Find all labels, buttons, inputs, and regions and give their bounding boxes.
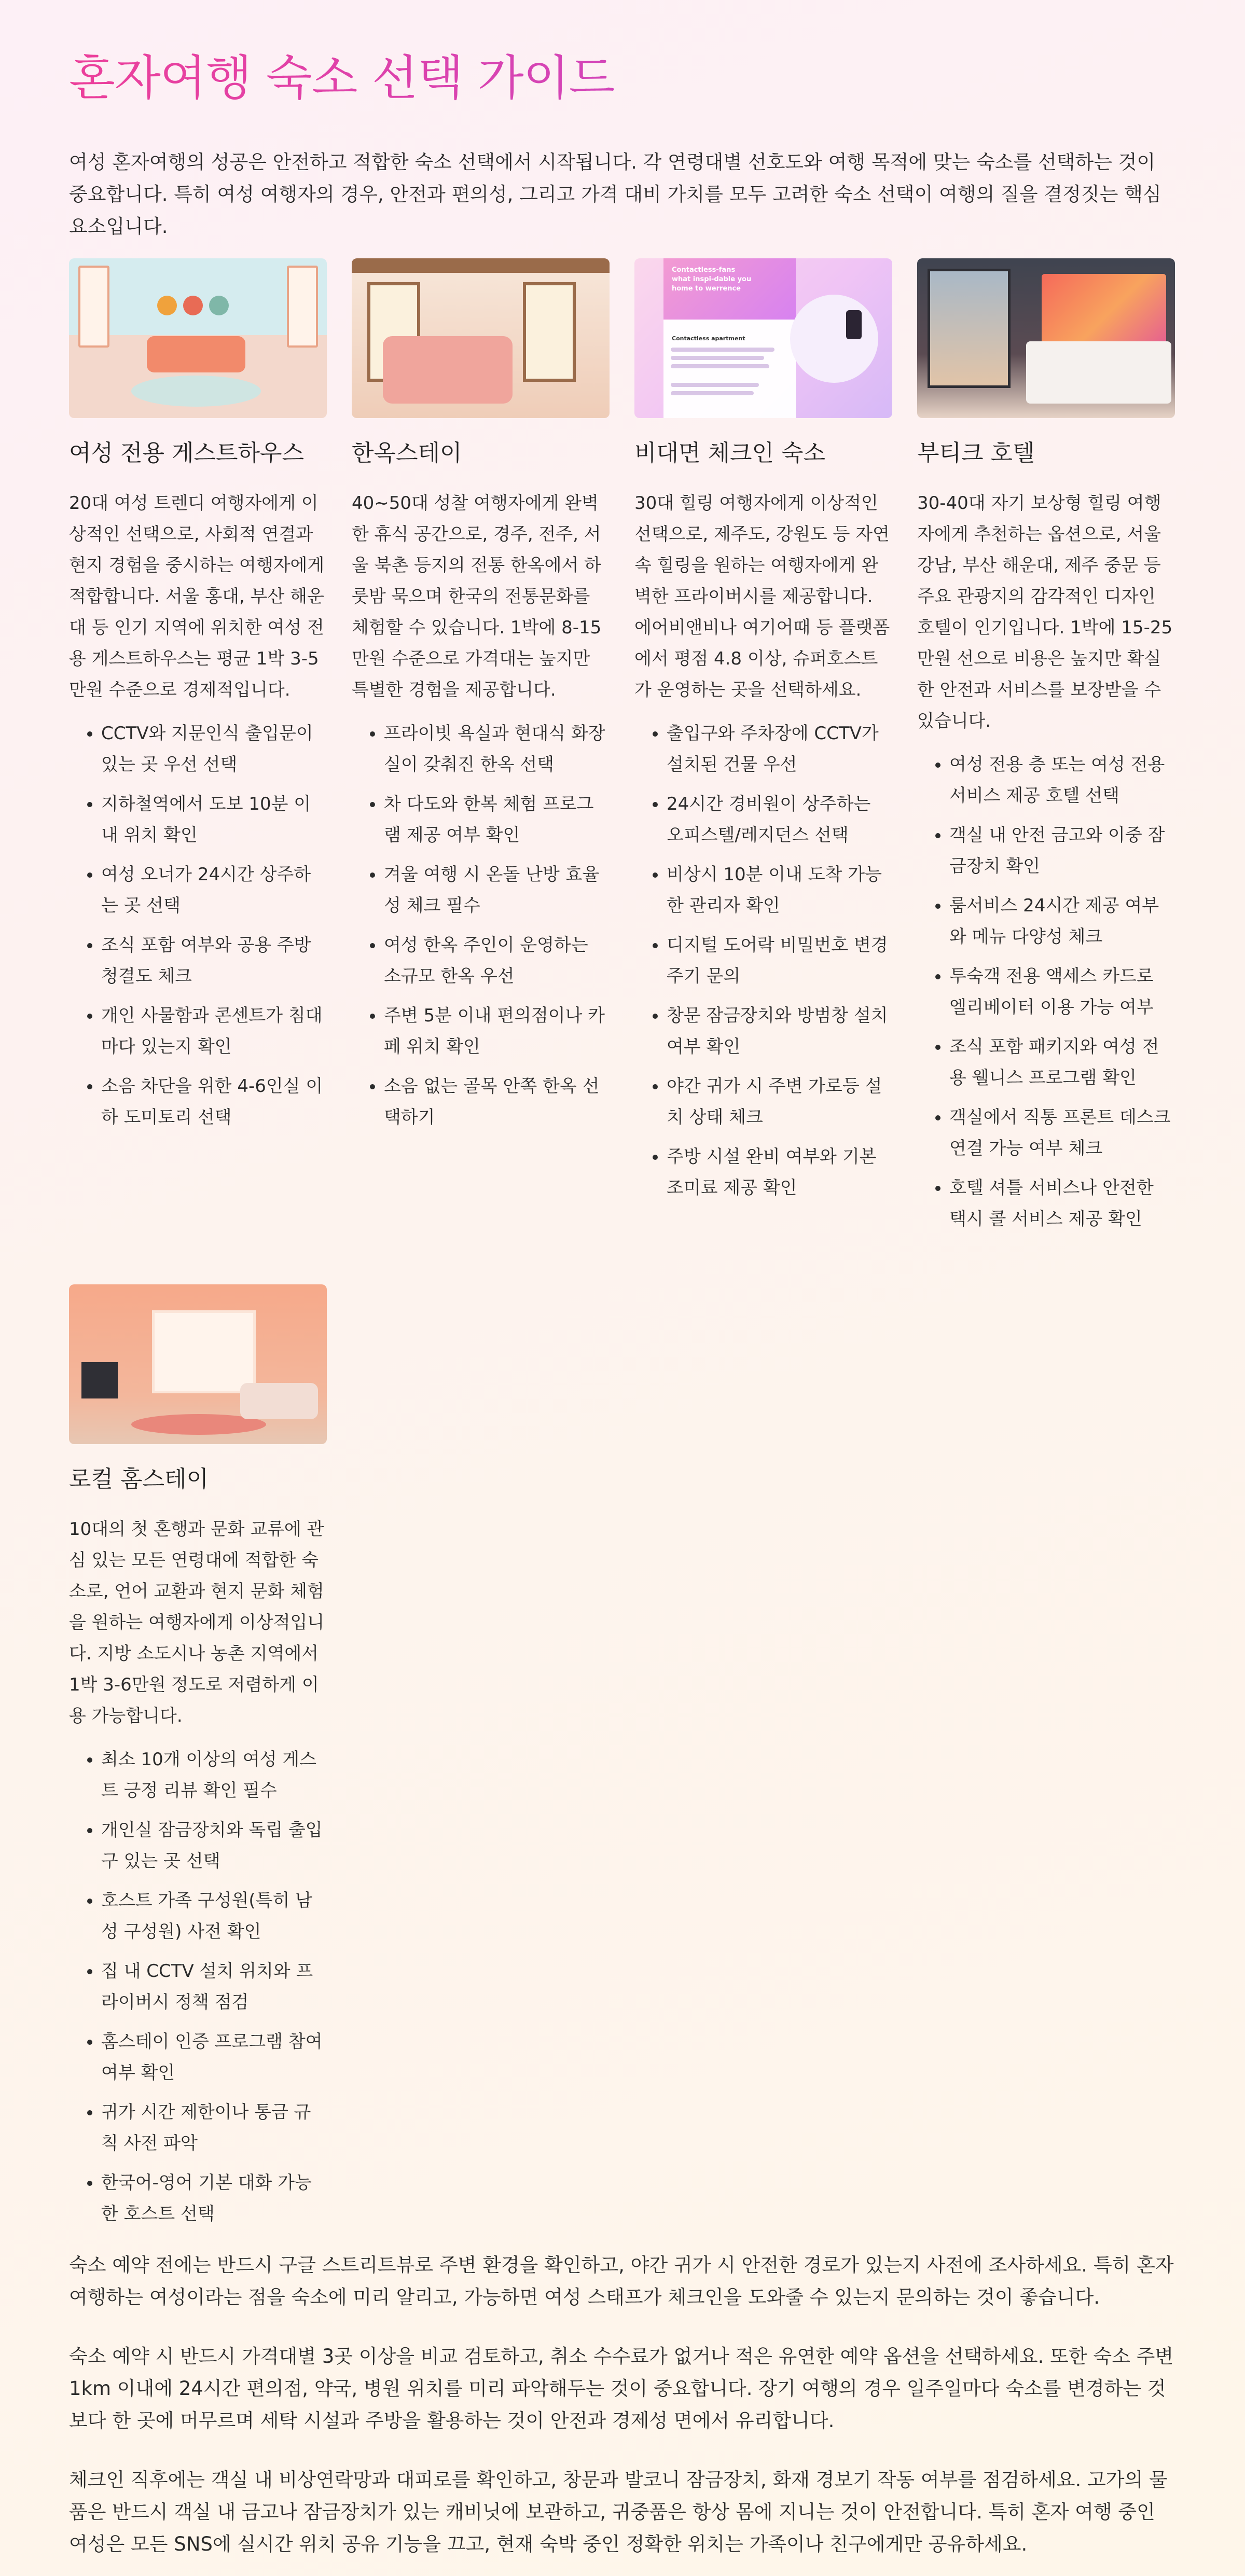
list-item: • 디지털 도어락 비밀번호 변경 주기 문의 xyxy=(667,930,892,992)
card-boutique-hotel xyxy=(917,258,1175,1243)
bed-shape xyxy=(383,336,513,404)
list-item: • 홈스테이 인증 프로그램 참여 여부 확인 xyxy=(101,2026,327,2088)
window-shape xyxy=(287,266,318,348)
text-line xyxy=(671,364,769,368)
list-item: • 객실 내 안전 금고와 이중 잠금장치 확인 xyxy=(949,820,1175,882)
phone-icon xyxy=(846,310,862,339)
wall-plate xyxy=(183,296,203,315)
sofa-shape xyxy=(147,336,245,372)
accommodation-row-1 xyxy=(69,258,1176,1243)
page-title: 혼자여행 숙소 선택 가이드 xyxy=(69,0,1176,109)
list-item: • 여성 한옥 주인이 운영하는 소규모 한옥 우선 xyxy=(384,930,610,992)
list-item: • 최소 10개 이상의 여성 게스트 긍정 리뷰 확인 필수 xyxy=(101,1744,327,1806)
window-shape xyxy=(523,282,576,382)
illustration-circle xyxy=(790,295,878,383)
window-shape xyxy=(928,269,1011,388)
tips-section xyxy=(69,2249,1176,2560)
list-item: • 룸서비스 24시간 제공 여부와 메뉴 다양성 체크 xyxy=(949,890,1175,952)
list-item: • 개인실 잠금장치와 독립 출입구 있는 곳 선택 xyxy=(101,1815,327,1877)
list-item: • 24시간 경비원이 상주하는 오피스텔/레지던스 선택 xyxy=(667,788,892,851)
list-item: • 야간 귀가 시 주변 가로등 설치 상태 체크 xyxy=(667,1071,892,1133)
hanok-image xyxy=(352,258,610,418)
app-subheading: Contactless apartment xyxy=(672,335,745,342)
card-female-guesthouse xyxy=(69,258,327,1243)
list-item: • 차 다도와 한복 체험 프로그램 제공 여부 확인 xyxy=(384,788,610,851)
list-item: • 조식 포함 여부와 공용 주방 청결도 체크 xyxy=(101,930,327,992)
card-description: 40~50대 성찰 여행자에게 완벽한 휴식 공간으로, 경주, 전주, 서울 북촌 등지의 전통 한옥에서 하룻밤 묵으며 한국의 전통문화를 체험할 수 있습니다. 1박에 8-15만원 수준으로 가격대는 높지만 특별한 경험을 제공합니다. xyxy=(352,493,602,700)
app-headline xyxy=(672,266,751,294)
list-item: • 개인 사물함과 콘센트가 침대마다 있는지 확인 xyxy=(101,1000,327,1062)
app-headline-line: what inspi-dable you xyxy=(672,275,752,283)
card-description: 30대 힐링 여행자에게 이상적인 선택으로, 제주도, 강원도 등 자연 속 힐링을 원하는 여행자에게 완벽한 프라이버시를 제공합니다. 에어비앤비나 여기어때 등 플랫폼에서 평점 4.8 이상, 슈퍼호스트가 운영하는 곳을 선택하세요. xyxy=(634,493,890,700)
list-item: • 비상시 10분 이내 도착 가능한 관리자 확인 xyxy=(667,859,892,921)
checklist xyxy=(917,749,1175,1235)
checklist xyxy=(352,718,610,1133)
list-item: • 소음 없는 골목 안쪽 한옥 선택하기 xyxy=(384,1071,610,1133)
tip-paragraph: 숙소 예약 전에는 반드시 구글 스트리트뷰로 주변 환경을 확인하고, 야간 귀가 시 안전한 경로가 있는지 사전에 조사하세요. 특히 혼자 여행하는 여성이라는 점을 숙소에 미리 알리고, 가능하면 여성 스태프가 체크인을 도와줄 수 있는지 문의하는 것이 좋습니다. xyxy=(69,2254,1174,2308)
app-headline-line: home to werrence xyxy=(672,285,741,293)
wall-plate xyxy=(209,296,229,315)
checklist xyxy=(69,1744,327,2229)
text-line xyxy=(671,348,774,352)
list-item: • 여성 전용 층 또는 여성 전용 서비스 제공 호텔 선택 xyxy=(949,749,1175,811)
card-title: 부티크 호텔 xyxy=(917,440,1035,466)
tip-paragraph: 체크인 직후에는 객실 내 비상연락망과 대피로를 확인하고, 창문과 발코니 잠금장치, 화재 경보기 작동 여부를 점검하세요. 고가의 물품은 반드시 객실 내 금고나 잠금장치가 있는 캐비닛에 보관하고, 귀중품은 항상 몸에 지니는 것이 안전합니다. 특히 혼자 여행 중인 여성은 모든 SNS에 실시간 위치 공유 기능을 끄고, 현재 숙박 중인 정확한 위치는 가족이나 친구에게만 공유하세요. xyxy=(69,2469,1168,2555)
text-line xyxy=(671,383,759,387)
list-item: • 호텔 셔틀 서비스나 안전한 택시 콜 서비스 제공 확인 xyxy=(949,1172,1175,1235)
boutique-hotel-image xyxy=(917,258,1175,418)
list-item: • 출입구와 주차장에 CCTV가 설치된 건물 우선 xyxy=(667,718,892,780)
text-line xyxy=(671,391,754,395)
card-title: 로컬 홈스테이 xyxy=(69,1466,209,1492)
card-local-homestay xyxy=(69,1284,327,2238)
beam-shape xyxy=(352,258,610,273)
list-item: • 지하철역에서 도보 10분 이내 위치 확인 xyxy=(101,788,327,851)
list-item: • 주방 시설 완비 여부와 기본 조미료 제공 확인 xyxy=(667,1141,892,1203)
homestay-image xyxy=(69,1284,327,1444)
window-shape xyxy=(152,1310,256,1393)
list-item: • 겨울 여행 시 온돌 난방 효율성 체크 필수 xyxy=(384,859,610,921)
list-item: • 한국어-영어 기본 대화 가능한 호스트 선택 xyxy=(101,2167,327,2229)
list-item: • 귀가 시간 제한이나 통금 규칙 사전 파악 xyxy=(101,2097,327,2159)
list-item: • 조식 포함 패키지와 여성 전용 웰니스 프로그램 확인 xyxy=(949,1031,1175,1093)
text-line xyxy=(671,356,764,360)
list-item: • 소음 차단을 위한 4-6인실 이하 도미토리 선택 xyxy=(101,1071,327,1133)
checklist xyxy=(69,718,327,1133)
card-description: 30-40대 자기 보상형 힐링 여행자에게 추천하는 옵션으로, 서울 강남, 부산 해운대, 제주 중문 등 주요 관광지의 감각적인 디자인 호텔이 인기입니다. 1박에 15-25만원 선으로 비용은 높지만 확실한 안전과 서비스를 보장받을 수 있습니다. xyxy=(917,493,1173,731)
accommodation-row-2 xyxy=(69,1284,1176,2238)
list-item: • 집 내 CCTV 설치 위치와 프라이버시 정책 점검 xyxy=(101,1956,327,2018)
list-item: • 프라이빗 욕실과 현대식 화장실이 갖춰진 한옥 선택 xyxy=(384,718,610,780)
card-hanok-stay xyxy=(352,258,610,1243)
guesthouse-image xyxy=(69,258,327,418)
checklist xyxy=(634,718,892,1203)
contactless-image xyxy=(634,258,892,418)
app-headline-line: Contactless-fans xyxy=(672,266,736,274)
list-item: • 창문 잠금장치와 방범창 설치 여부 확인 xyxy=(667,1000,892,1062)
list-item: • CCTV와 지문인식 출입문이 있는 곳 우선 선택 xyxy=(101,718,327,780)
tip-paragraph: 숙소 예약 시 반드시 가격대별 3곳 이상을 비교 검토하고, 취소 수수료가 없거나 적은 유연한 예약 옵션을 선택하세요. 또한 숙소 주변 1km 이내에 24시간 편의점, 약국, 병원 위치를 미리 파악해두는 것이 중요합니다. 장기 여행의 경우 일주일마다 숙소를 변경하는 것보다 한 곳에 머무르며 세탁 시설과 주방을 활용하는 것이 안전과 경제성 면에서 유리합니다. xyxy=(69,2345,1174,2432)
rug-shape xyxy=(131,376,261,407)
card-title: 한옥스테이 xyxy=(352,440,462,466)
list-item: • 여성 오너가 24시간 상주하는 곳 선택 xyxy=(101,859,327,921)
intro-paragraph: 여성 혼자여행의 성공은 안전하고 적합한 숙소 선택에서 시작됩니다. 각 연령대별 선호도와 여행 목적에 맞는 숙소를 선택하는 것이 중요합니다. 특히 여성 여행자의 경우, 안전과 편의성, 그리고 가격 대비 가치를 모두 고려한 숙소 선택이 여행의 질을 결정짓는 핵심 요소입니다. xyxy=(69,151,1161,238)
card-description: 10대의 첫 혼행과 문화 교류에 관심 있는 모든 연령대에 적합한 숙소로, 언어 교환과 현지 문화 체험을 원하는 여행자에게 이상적입니다. 지방 소도시나 농촌 지역에서 1박 3-6만원 정도로 저렴하게 이용 가능합니다. xyxy=(69,1519,325,1726)
card-title: 비대면 체크인 숙소 xyxy=(634,440,826,466)
list-item: • 투숙객 전용 액세스 카드로 엘리베이터 이용 가능 여부 xyxy=(949,961,1175,1023)
tv-shape xyxy=(81,1362,118,1398)
sofa-shape xyxy=(240,1383,318,1419)
card-description: 20대 여성 트렌디 여행자에게 이상적인 선택으로, 사회적 연결과 현지 경험을 중시하는 여행자에게 적합합니다. 서울 홍대, 부산 해운대 등 인기 지역에 위치한 여성 전용 게스트하우스는 평균 1박 3-5만원 수준으로 경제적입니다. xyxy=(69,493,325,700)
bed-shape xyxy=(1026,341,1171,404)
wall-plate xyxy=(157,296,177,315)
card-title: 여성 전용 게스트하우스 xyxy=(69,440,305,466)
list-item: • 객실에서 직통 프론트 데스크 연결 가능 여부 체크 xyxy=(949,1102,1175,1164)
card-contactless-checkin xyxy=(634,258,892,1243)
list-item: • 주변 5분 이내 편의점이나 카페 위치 확인 xyxy=(384,1000,610,1062)
window-shape xyxy=(78,266,109,348)
list-item: • 호스트 가족 구성원(특히 남성 구성원) 사전 확인 xyxy=(101,1885,327,1947)
